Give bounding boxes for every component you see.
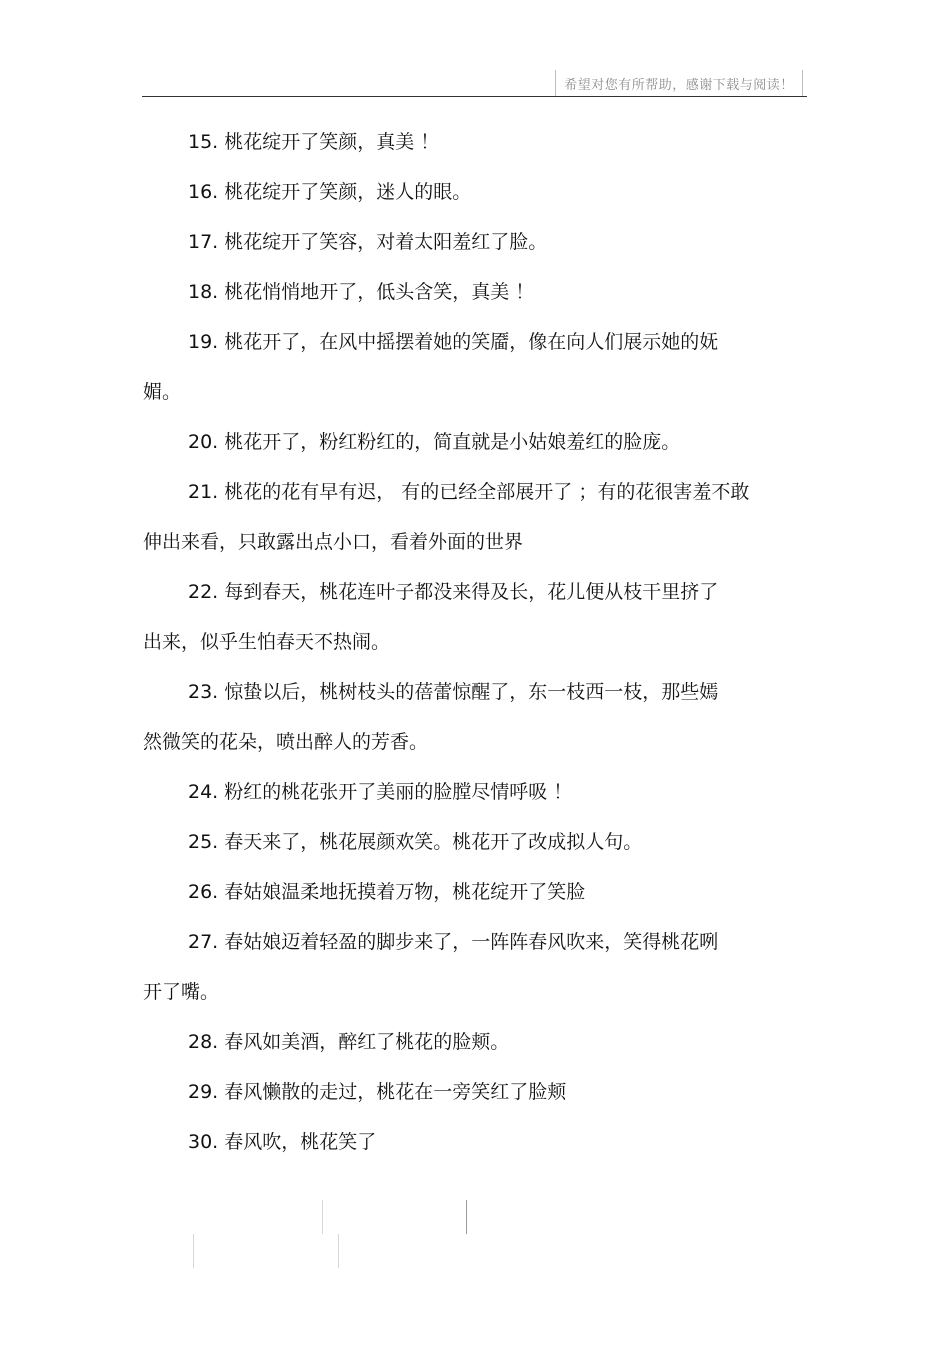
list-item [143,1117,803,1167]
list-item-line: 28. 春风如美酒，醉红了桃花的脸颊。 [188,1031,510,1053]
list-item [143,867,803,917]
list-item [143,167,803,217]
scan-artifact-line [466,1200,467,1234]
document-body [143,117,803,1167]
list-item [143,1067,803,1117]
list-item-continuation: 然微笑的花朵，喷出醉人的芳香。 [143,731,429,753]
list-item [143,917,803,1017]
list-item-line: 21. 桃花的花有早有迟， 有的已经全部展开了 ；有的花很害羞不敢 [188,481,750,503]
list-item-line: 22. 每到春天，桃花连叶子都没来得及长，花儿便从枝干里挤了 [188,581,719,603]
list-item [143,417,803,467]
header-banner-text: 希望对您有所帮助，感谢下载与阅读！ [564,77,794,93]
list-item [143,567,803,667]
list-item-line: 26. 春姑娘温柔地抚摸着万物，桃花绽开了笑脸 [188,881,586,903]
list-item-line: 24. 粉红的桃花张开了美丽的脸膛尽情呼吸 ！ [188,781,573,803]
list-item-continuation: 开了嘴。 [143,981,220,1003]
list-item-line: 23. 惊蛰以后，桃树枝头的蓓蕾惊醒了，东一枝西一枝，那些嫣 [188,681,719,703]
list-item-line: 15. 桃花绽开了笑颜，真美 ！ [188,131,440,153]
list-item [143,267,803,317]
list-item-line: 30. 春风吹，桃花笑了 [188,1131,377,1153]
list-item [143,467,803,567]
list-item [143,767,803,817]
list-item [143,667,803,767]
header-rule [142,96,807,97]
list-item-line: 16. 桃花绽开了笑颜，迷人的眼。 [188,181,472,203]
list-item-line: 27. 春姑娘迈着轻盈的脚步来了，一阵阵春风吹来，笑得桃花咧 [188,931,719,953]
list-item-line: 17. 桃花绽开了笑容，对着太阳羞红了脸。 [188,231,548,253]
list-item [143,217,803,267]
list-item-line: 20. 桃花开了，粉红粉红的，简直就是小姑娘羞红的脸庞。 [188,431,681,453]
list-item-line: 25. 春天来了，桃花展颜欢笑。桃花开了改成拟人句。 [188,831,643,853]
list-item-continuation: 出来，似乎生怕春天不热闹。 [143,631,391,653]
header-banner [555,70,803,96]
list-item-line: 19. 桃花开了，在风中摇摆着她的笑靥，像在向人们展示她的妩 [188,331,719,353]
list-item [143,117,803,167]
scan-artifact-line [322,1200,323,1234]
list-item [143,317,803,417]
list-item-continuation: 媚。 [143,381,182,403]
list-item-continuation: 伸出来看，只敢露出点小口，看着外面的世界 [143,531,524,553]
list-item-line: 29. 春风懒散的走过，桃花在一旁笑红了脸颊 [188,1081,567,1103]
scan-artifact-line [193,1234,194,1268]
list-item [143,1017,803,1067]
list-item [143,817,803,867]
scan-artifact-line [338,1234,339,1268]
list-item-line: 18. 桃花悄悄地开了，低头含笑，真美 ！ [188,281,535,303]
